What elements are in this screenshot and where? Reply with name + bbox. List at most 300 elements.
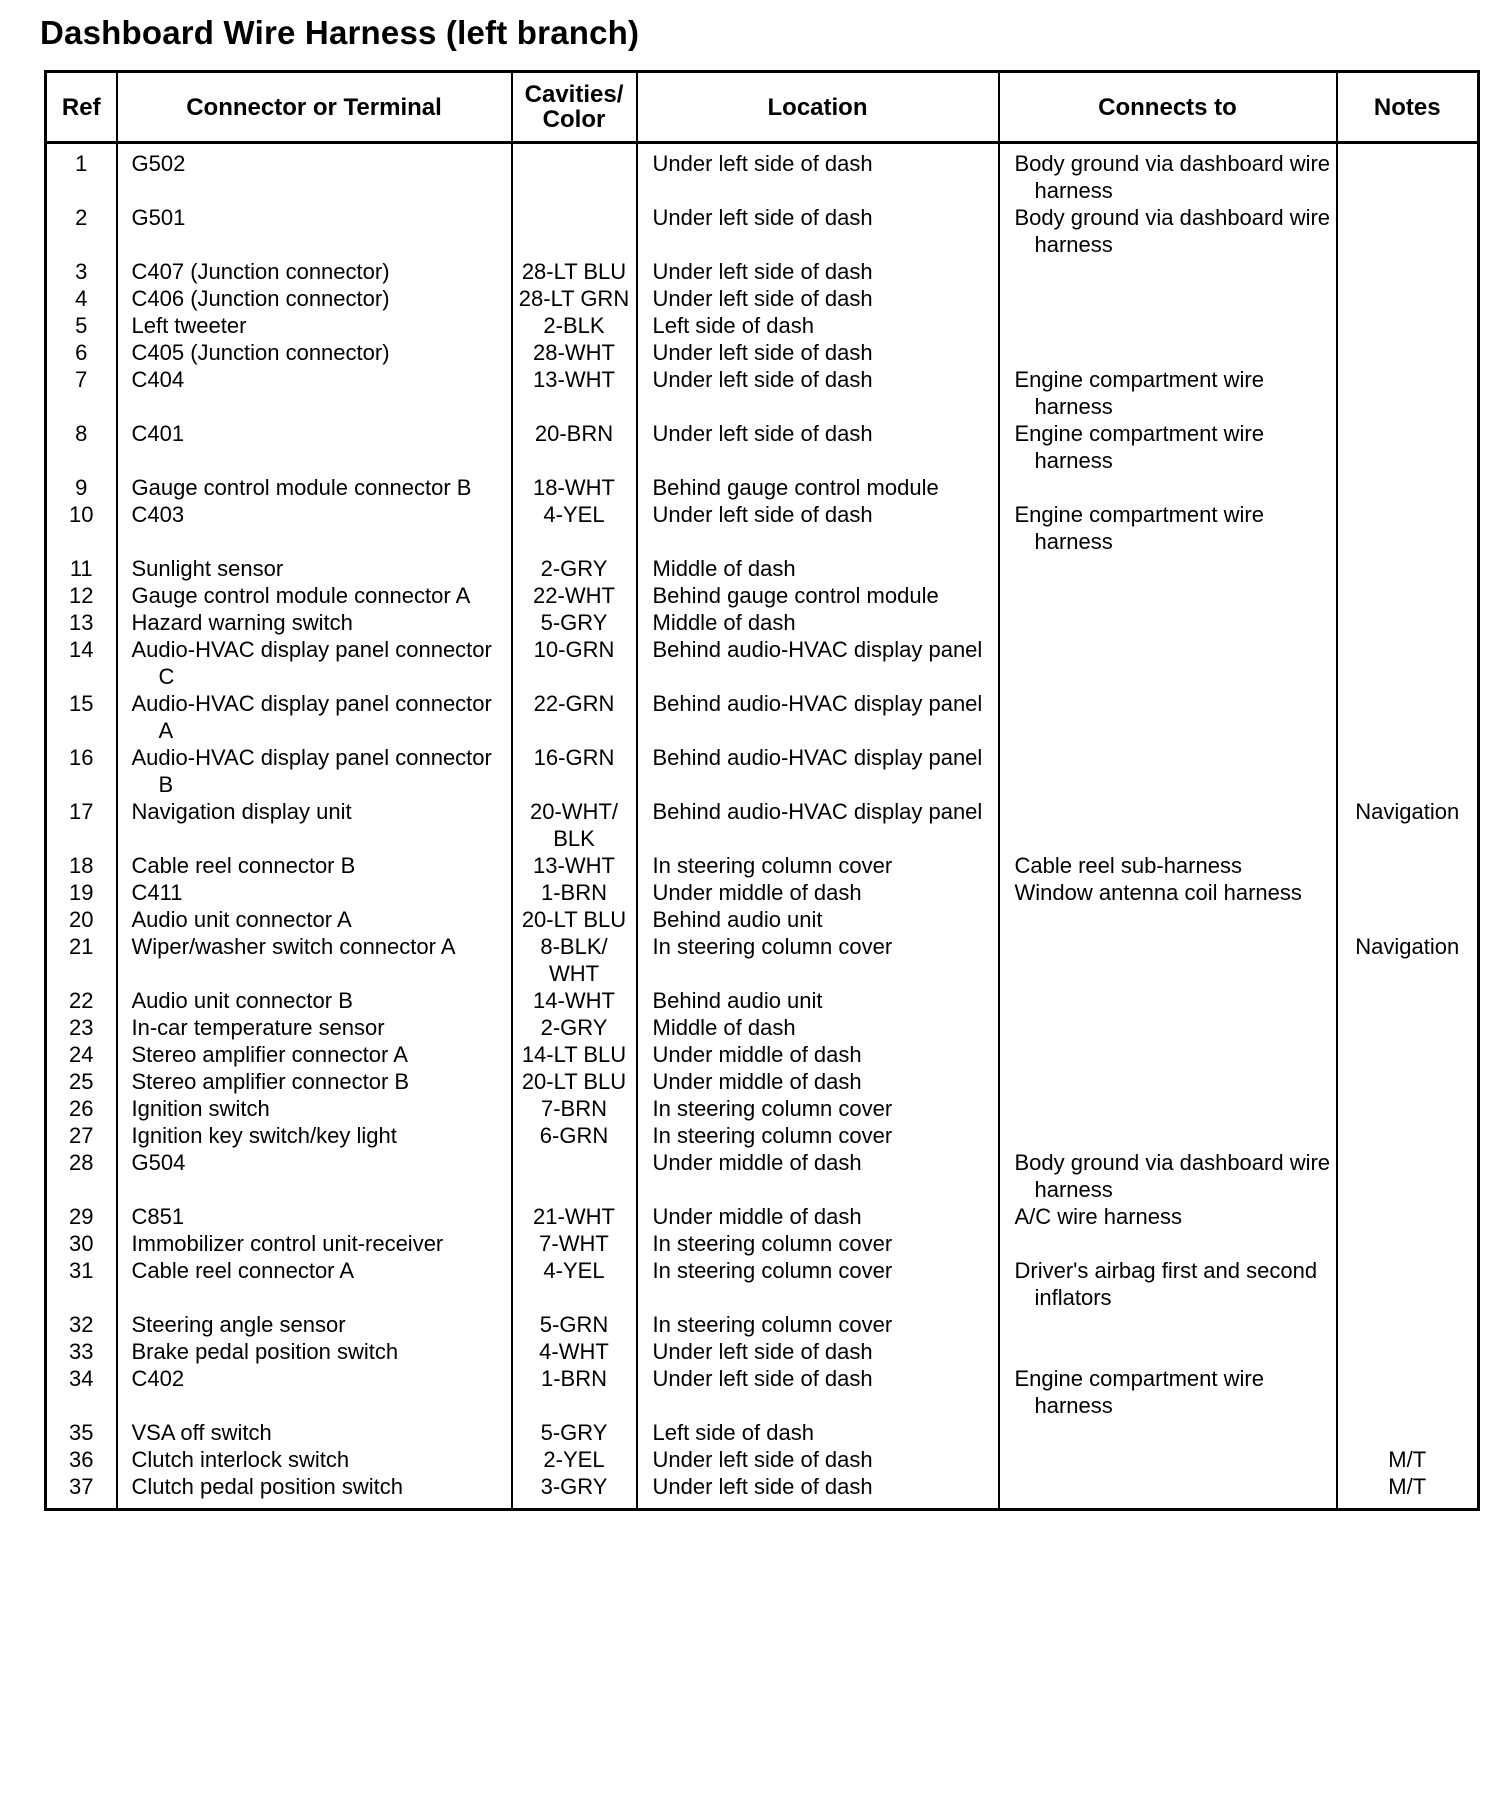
cell-connects-to-text: Body ground via dashboard wire harness bbox=[1014, 205, 1331, 257]
cell-cavities-color-text: 7-BRN bbox=[540, 1096, 607, 1121]
cell-location-text: Under middle of dash bbox=[652, 1069, 862, 1094]
table-row bbox=[46, 906, 1479, 933]
cell-cavities-color-text: 20-LT BLU bbox=[521, 907, 627, 932]
cell-ref bbox=[46, 339, 117, 366]
header-connects-to: Connects to bbox=[999, 72, 1337, 143]
cell-connects-to bbox=[999, 987, 1337, 1014]
cell-location-text: Under middle of dash bbox=[652, 1042, 862, 1067]
cell-connector-text: C851 bbox=[131, 1204, 185, 1229]
cell-connector bbox=[117, 285, 512, 312]
cell-connector bbox=[117, 339, 512, 366]
cell-location-text: Behind gauge control module bbox=[652, 583, 939, 608]
cell-connector-text: Audio-HVAC display panel connector C bbox=[131, 637, 492, 689]
table-row bbox=[46, 798, 1479, 852]
cell-connector bbox=[117, 933, 512, 987]
cell-location bbox=[637, 933, 999, 987]
cell-cavities-color bbox=[512, 1203, 637, 1230]
cell-cavities-color-text: 1-BRN bbox=[540, 1366, 607, 1391]
cell-cavities-color bbox=[512, 1014, 637, 1041]
cell-location bbox=[637, 636, 999, 690]
cell-location bbox=[637, 1203, 999, 1230]
cell-connector-text: Audio unit connector A bbox=[131, 907, 352, 932]
cell-cavities-color bbox=[512, 852, 637, 879]
cell-ref-text: 15 bbox=[69, 691, 94, 716]
cell-ref bbox=[46, 1473, 117, 1510]
cell-notes bbox=[1337, 501, 1479, 555]
table-row bbox=[46, 1365, 1479, 1419]
cell-connector-text: Clutch interlock switch bbox=[131, 1447, 350, 1472]
cell-ref bbox=[46, 933, 117, 987]
cell-connector-text: Left tweeter bbox=[131, 313, 247, 338]
cell-notes bbox=[1337, 1041, 1479, 1068]
cell-cavities-color bbox=[512, 258, 637, 285]
header-ref: Ref bbox=[46, 72, 117, 143]
cell-cavities-color-text: 2-GRY bbox=[540, 1015, 608, 1040]
cell-location-text: In steering column cover bbox=[652, 1258, 893, 1283]
table-row bbox=[46, 1446, 1479, 1473]
cell-connects-to bbox=[999, 420, 1337, 474]
cell-location bbox=[637, 1446, 999, 1473]
cell-cavities-color bbox=[512, 555, 637, 582]
cell-ref bbox=[46, 636, 117, 690]
cell-connector-text: Hazard warning switch bbox=[131, 610, 353, 635]
cell-notes bbox=[1337, 879, 1479, 906]
cell-connects-to bbox=[999, 1419, 1337, 1446]
cell-connector bbox=[117, 852, 512, 879]
cell-location-text: Under left side of dash bbox=[652, 1447, 873, 1472]
table-row bbox=[46, 1122, 1479, 1149]
cell-cavities-color bbox=[512, 501, 637, 555]
cell-ref-text: 16 bbox=[69, 745, 94, 770]
cell-ref bbox=[46, 366, 117, 420]
cell-location bbox=[637, 1122, 999, 1149]
cell-cavities-color-text: 3-GRY bbox=[540, 1474, 608, 1499]
cell-location bbox=[637, 1311, 999, 1338]
cell-connects-to-text: Engine compartment wire harness bbox=[1014, 502, 1264, 554]
cell-cavities-color bbox=[512, 879, 637, 906]
cell-cavities-color bbox=[512, 636, 637, 690]
cell-notes bbox=[1337, 420, 1479, 474]
cell-connects-to bbox=[999, 744, 1337, 798]
cell-cavities-color-text: 7-WHT bbox=[539, 1231, 609, 1256]
cell-cavities-color bbox=[512, 609, 637, 636]
cell-connects-to bbox=[999, 1338, 1337, 1365]
header-cavities-line2: Color bbox=[542, 106, 606, 133]
cell-ref-text: 10 bbox=[69, 502, 94, 527]
cell-ref bbox=[46, 798, 117, 852]
cell-location bbox=[637, 798, 999, 852]
cell-connects-to bbox=[999, 1257, 1337, 1311]
table-row bbox=[46, 636, 1479, 690]
cell-location bbox=[637, 366, 999, 420]
table-row bbox=[46, 744, 1479, 798]
cell-location bbox=[637, 1365, 999, 1419]
cell-notes-text: Navigation bbox=[1355, 934, 1460, 959]
cell-connects-to bbox=[999, 1230, 1337, 1257]
cell-location bbox=[637, 312, 999, 339]
cell-cavities-color bbox=[512, 933, 637, 987]
cell-connector bbox=[117, 501, 512, 555]
cell-cavities-color bbox=[512, 1122, 637, 1149]
cell-location-text: Behind audio unit bbox=[652, 907, 823, 932]
cell-connector-text: C405 (Junction connector) bbox=[131, 340, 390, 365]
cell-cavities-color-text: 28-WHT bbox=[533, 340, 615, 365]
cell-ref bbox=[46, 744, 117, 798]
cell-cavities-color-text: 13-WHT bbox=[533, 853, 615, 878]
cell-location-text: Left side of dash bbox=[652, 1420, 814, 1445]
cell-connects-to bbox=[999, 143, 1337, 205]
cell-location-text: Middle of dash bbox=[652, 1015, 796, 1040]
cell-connector-text: In-car temperature sensor bbox=[131, 1015, 385, 1040]
cell-connects-to bbox=[999, 798, 1337, 852]
header-cavities-line1: Cavities/ bbox=[524, 81, 624, 108]
cell-location bbox=[637, 258, 999, 285]
cell-connector bbox=[117, 1419, 512, 1446]
cell-ref bbox=[46, 312, 117, 339]
cell-cavities-color bbox=[512, 1446, 637, 1473]
cell-ref-text: 19 bbox=[69, 880, 94, 905]
cell-ref bbox=[46, 474, 117, 501]
cell-connector-text: VSA off switch bbox=[131, 1420, 272, 1445]
cell-cavities-color bbox=[512, 1041, 637, 1068]
cell-cavities-color-text: 16-GRN bbox=[533, 745, 615, 770]
cell-cavities-color bbox=[512, 1230, 637, 1257]
cell-location bbox=[637, 1041, 999, 1068]
cell-connector-text: Audio-HVAC display panel connector B bbox=[131, 745, 492, 797]
cell-notes bbox=[1337, 906, 1479, 933]
cell-connector bbox=[117, 1338, 512, 1365]
cell-location bbox=[637, 474, 999, 501]
cell-location bbox=[637, 690, 999, 744]
cell-cavities-color bbox=[512, 1338, 637, 1365]
cell-location-text: Behind gauge control module bbox=[652, 475, 939, 500]
cell-ref bbox=[46, 987, 117, 1014]
cell-cavities-color bbox=[512, 1419, 637, 1446]
cell-connects-to bbox=[999, 933, 1337, 987]
table-row bbox=[46, 879, 1479, 906]
cell-connector bbox=[117, 204, 512, 258]
table-row bbox=[46, 366, 1479, 420]
cell-location-text: In steering column cover bbox=[652, 1312, 893, 1337]
cell-connects-to-text: Cable reel sub-harness bbox=[1014, 853, 1242, 878]
cell-location-text: Under middle of dash bbox=[652, 1150, 862, 1175]
cell-ref bbox=[46, 609, 117, 636]
cell-connector bbox=[117, 1230, 512, 1257]
cell-location bbox=[637, 852, 999, 879]
cell-connector-text: Gauge control module connector B bbox=[131, 475, 472, 500]
cell-connects-to bbox=[999, 1365, 1337, 1419]
cell-connector bbox=[117, 1311, 512, 1338]
table-body bbox=[46, 143, 1479, 1510]
cell-connector bbox=[117, 420, 512, 474]
cell-ref-text: 11 bbox=[69, 556, 93, 581]
cell-cavities-color-text: 21-WHT bbox=[533, 1204, 615, 1229]
header-connector: Connector or Terminal bbox=[117, 72, 512, 143]
cell-connector bbox=[117, 1446, 512, 1473]
cell-cavities-color bbox=[512, 143, 637, 205]
header-location: Location bbox=[637, 72, 999, 143]
cell-notes bbox=[1337, 312, 1479, 339]
cell-notes bbox=[1337, 933, 1479, 987]
cell-cavities-color-text: 20-BRN bbox=[534, 421, 614, 446]
cell-notes bbox=[1337, 1095, 1479, 1122]
cell-notes bbox=[1337, 798, 1479, 852]
cell-connects-to-text: Driver's airbag first and second inflators bbox=[1014, 1258, 1318, 1310]
cell-location-text: Under middle of dash bbox=[652, 880, 862, 905]
cell-cavities-color bbox=[512, 1473, 637, 1510]
cell-ref-text: 7 bbox=[75, 367, 88, 392]
cell-notes bbox=[1337, 744, 1479, 798]
cell-ref bbox=[46, 690, 117, 744]
cell-location-text: Behind audio-HVAC display panel bbox=[652, 745, 983, 770]
cell-ref-text: 4 bbox=[75, 286, 88, 311]
cell-connector-text: Clutch pedal position switch bbox=[131, 1474, 403, 1499]
cell-location-text: In steering column cover bbox=[652, 1096, 893, 1121]
cell-ref-text: 13 bbox=[69, 610, 94, 635]
cell-cavities-color bbox=[512, 366, 637, 420]
cell-connector-text: G504 bbox=[131, 1150, 186, 1175]
table-row bbox=[46, 690, 1479, 744]
cell-cavities-color-text: 10-GRN bbox=[533, 637, 615, 662]
cell-ref-text: 34 bbox=[69, 1366, 94, 1391]
table-row bbox=[46, 933, 1479, 987]
cell-notes bbox=[1337, 1014, 1479, 1041]
cell-ref-text: 12 bbox=[69, 583, 94, 608]
cell-location bbox=[637, 143, 999, 205]
table-row bbox=[46, 1257, 1479, 1311]
cell-connects-to bbox=[999, 204, 1337, 258]
cell-location bbox=[637, 1068, 999, 1095]
cell-location bbox=[637, 555, 999, 582]
cell-connector-text: Ignition key switch/key light bbox=[131, 1123, 397, 1148]
cell-ref bbox=[46, 906, 117, 933]
cell-ref bbox=[46, 501, 117, 555]
cell-location bbox=[637, 1338, 999, 1365]
table-row bbox=[46, 1473, 1479, 1510]
cell-ref-text: 33 bbox=[69, 1339, 94, 1364]
cell-ref-text: 8 bbox=[75, 421, 88, 446]
cell-connects-to-text: Window antenna coil harness bbox=[1014, 880, 1302, 905]
cell-cavities-color bbox=[512, 285, 637, 312]
cell-cavities-color-text: 8-BLK/ WHT bbox=[540, 934, 608, 986]
cell-location-text: Under middle of dash bbox=[652, 1204, 862, 1229]
cell-ref bbox=[46, 879, 117, 906]
cell-ref bbox=[46, 1068, 117, 1095]
cell-connects-to-text: Body ground via dashboard wire harness bbox=[1014, 1150, 1331, 1202]
cell-cavities-color bbox=[512, 1095, 637, 1122]
cell-connector-text: Wiper/washer switch connector A bbox=[131, 934, 456, 959]
cell-connector-text: Steering angle sensor bbox=[131, 1312, 346, 1337]
cell-connects-to bbox=[999, 285, 1337, 312]
cell-connects-to bbox=[999, 879, 1337, 906]
cell-connector bbox=[117, 906, 512, 933]
cell-ref-text: 21 bbox=[69, 934, 94, 959]
cell-connector bbox=[117, 1122, 512, 1149]
cell-connector-text: Sunlight sensor bbox=[131, 556, 284, 581]
cell-location bbox=[637, 744, 999, 798]
cell-cavities-color bbox=[512, 312, 637, 339]
cell-location bbox=[637, 609, 999, 636]
cell-location bbox=[637, 1473, 999, 1510]
cell-location bbox=[637, 339, 999, 366]
cell-location bbox=[637, 285, 999, 312]
header-cavities bbox=[512, 72, 637, 143]
cell-connector bbox=[117, 474, 512, 501]
cell-ref bbox=[46, 1419, 117, 1446]
cell-location bbox=[637, 1095, 999, 1122]
table-row bbox=[46, 204, 1479, 258]
cell-notes-text: M/T bbox=[1388, 1474, 1427, 1499]
cell-location-text: Behind audio-HVAC display panel bbox=[652, 637, 983, 662]
cell-connector-text: C406 (Junction connector) bbox=[131, 286, 390, 311]
cell-cavities-color bbox=[512, 690, 637, 744]
cell-connects-to bbox=[999, 555, 1337, 582]
table-row bbox=[46, 285, 1479, 312]
cell-location bbox=[637, 420, 999, 474]
table-row bbox=[46, 987, 1479, 1014]
cell-notes bbox=[1337, 987, 1479, 1014]
cell-location-text: Under left side of dash bbox=[652, 259, 873, 284]
cell-ref-text: 23 bbox=[69, 1015, 94, 1040]
cell-notes bbox=[1337, 1149, 1479, 1203]
table-row bbox=[46, 1041, 1479, 1068]
cell-notes bbox=[1337, 258, 1479, 285]
cell-connector-text: C401 bbox=[131, 421, 185, 446]
cell-notes-text: M/T bbox=[1388, 1447, 1427, 1472]
cell-notes bbox=[1337, 852, 1479, 879]
cell-ref-text: 35 bbox=[69, 1420, 94, 1445]
cell-connector-text: Navigation display unit bbox=[131, 799, 352, 824]
table-row bbox=[46, 609, 1479, 636]
cell-ref bbox=[46, 204, 117, 258]
cell-connects-to-text: Engine compartment wire harness bbox=[1014, 1366, 1264, 1418]
cell-connector-text: Gauge control module connector A bbox=[131, 583, 471, 608]
table-row bbox=[46, 474, 1479, 501]
cell-notes bbox=[1337, 582, 1479, 609]
cell-cavities-color-text: 22-GRN bbox=[533, 691, 615, 716]
cell-connector bbox=[117, 143, 512, 205]
cell-cavities-color bbox=[512, 798, 637, 852]
cell-cavities-color-text: 13-WHT bbox=[533, 367, 615, 392]
cell-cavities-color-text: 22-WHT bbox=[533, 583, 615, 608]
cell-cavities-color-text: 4-WHT bbox=[539, 1339, 609, 1364]
cell-location-text: Behind audio-HVAC display panel bbox=[652, 691, 983, 716]
cell-location-text: In steering column cover bbox=[652, 1231, 893, 1256]
cell-ref-text: 18 bbox=[69, 853, 94, 878]
table-row bbox=[46, 1338, 1479, 1365]
cell-connector-text: C402 bbox=[131, 1366, 185, 1391]
cell-location-text: Behind audio unit bbox=[652, 988, 823, 1013]
cell-connector-text: G501 bbox=[131, 205, 186, 230]
cell-ref bbox=[46, 1149, 117, 1203]
cell-connects-to bbox=[999, 690, 1337, 744]
table-row bbox=[46, 339, 1479, 366]
cell-connector-text: Audio unit connector B bbox=[131, 988, 353, 1013]
cell-ref-text: 6 bbox=[75, 340, 88, 365]
cell-cavities-color-text: 14-LT BLU bbox=[521, 1042, 627, 1067]
cell-notes bbox=[1337, 1419, 1479, 1446]
cell-notes bbox=[1337, 1122, 1479, 1149]
cell-ref-text: 25 bbox=[69, 1069, 94, 1094]
cell-connects-to bbox=[999, 1095, 1337, 1122]
cell-connector-text: C411 bbox=[131, 880, 183, 905]
cell-ref-text: 36 bbox=[69, 1447, 94, 1472]
cell-cavities-color-text: 5-GRY bbox=[540, 1420, 608, 1445]
cell-connector bbox=[117, 1203, 512, 1230]
cell-ref bbox=[46, 1365, 117, 1419]
cell-connects-to bbox=[999, 1068, 1337, 1095]
cell-connector bbox=[117, 636, 512, 690]
cell-connector-text: C407 (Junction connector) bbox=[131, 259, 390, 284]
cell-location-text: Under left side of dash bbox=[652, 151, 873, 176]
cell-location-text: In steering column cover bbox=[652, 934, 893, 959]
cell-location-text: Under left side of dash bbox=[652, 1474, 873, 1499]
cell-ref-text: 3 bbox=[75, 259, 88, 284]
cell-cavities-color bbox=[512, 906, 637, 933]
cell-ref bbox=[46, 1095, 117, 1122]
cell-connector bbox=[117, 1041, 512, 1068]
cell-connects-to bbox=[999, 501, 1337, 555]
cell-connector bbox=[117, 1014, 512, 1041]
cell-ref-text: 37 bbox=[69, 1474, 94, 1499]
cell-location-text: Middle of dash bbox=[652, 610, 796, 635]
cell-location-text: Under left side of dash bbox=[652, 502, 873, 527]
cell-connects-to bbox=[999, 609, 1337, 636]
cell-location-text: In steering column cover bbox=[652, 853, 893, 878]
cell-location-text: Behind audio-HVAC display panel bbox=[652, 799, 983, 824]
cell-ref-text: 5 bbox=[75, 313, 88, 338]
table-row bbox=[46, 1419, 1479, 1446]
cell-connector bbox=[117, 987, 512, 1014]
cell-cavities-color bbox=[512, 987, 637, 1014]
cell-location-text: Under left side of dash bbox=[652, 205, 873, 230]
cell-connects-to bbox=[999, 312, 1337, 339]
cell-connector bbox=[117, 879, 512, 906]
cell-cavities-color-text: 6-GRN bbox=[539, 1123, 609, 1148]
cell-ref bbox=[46, 143, 117, 205]
cell-cavities-color bbox=[512, 1068, 637, 1095]
cell-location bbox=[637, 1230, 999, 1257]
cell-ref bbox=[46, 1041, 117, 1068]
cell-connects-to bbox=[999, 1041, 1337, 1068]
cell-connects-to bbox=[999, 1122, 1337, 1149]
table-row bbox=[46, 1149, 1479, 1203]
cell-ref-text: 24 bbox=[69, 1042, 94, 1067]
cell-notes bbox=[1337, 339, 1479, 366]
cell-cavities-color bbox=[512, 1257, 637, 1311]
cell-cavities-color-text: 4-YEL bbox=[543, 1258, 605, 1283]
cell-location-text: Under left side of dash bbox=[652, 286, 873, 311]
cell-connector bbox=[117, 744, 512, 798]
table-row bbox=[46, 312, 1479, 339]
cell-location-text: Middle of dash bbox=[652, 556, 796, 581]
cell-connects-to bbox=[999, 1149, 1337, 1203]
cell-connects-to bbox=[999, 636, 1337, 690]
cell-connects-to bbox=[999, 258, 1337, 285]
cell-cavities-color bbox=[512, 1365, 637, 1419]
cell-connector bbox=[117, 1095, 512, 1122]
cell-ref-text: 32 bbox=[69, 1312, 94, 1337]
cell-location-text: Under left side of dash bbox=[652, 1366, 873, 1391]
cell-cavities-color-text: 5-GRY bbox=[540, 610, 608, 635]
cell-cavities-color bbox=[512, 204, 637, 258]
cell-ref bbox=[46, 258, 117, 285]
cell-ref-text: 22 bbox=[69, 988, 94, 1013]
cell-cavities-color bbox=[512, 420, 637, 474]
cell-connects-to bbox=[999, 1446, 1337, 1473]
cell-connector bbox=[117, 582, 512, 609]
cell-ref-text: 29 bbox=[69, 1204, 94, 1229]
